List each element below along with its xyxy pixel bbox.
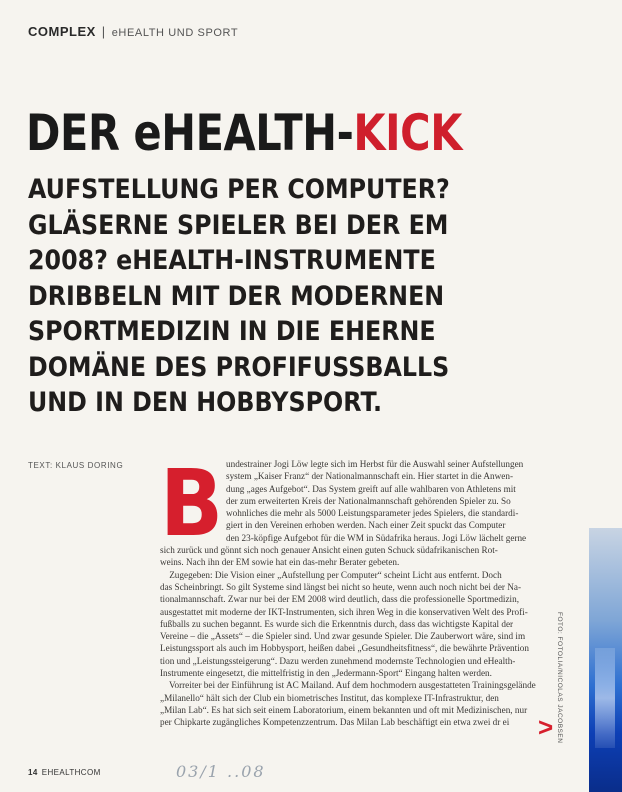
deck-line: 2008? eHEALTH-INSTRUMENTE bbox=[28, 245, 436, 276]
body-line: wohnliches die mehr als 5000 Leistungsparameter jedes Spielers, die standardi- bbox=[226, 508, 519, 519]
deck-line: UND IN DEN HOBBYSPORT. bbox=[28, 387, 383, 418]
body-line: system „Kaiser Franz“ der Nationalmannschaft ein. Hier startet in die Anwen- bbox=[226, 471, 514, 482]
article-title bbox=[26, 106, 462, 160]
body-line: tion und „Leistungssteigerung“. Dazu werden zunehmend modernste Technologien und eHealth- bbox=[160, 655, 516, 666]
title-accent: KICK bbox=[353, 104, 462, 162]
deck-line: SPORTMEDIZIN IN DIE EHERNE bbox=[28, 316, 436, 347]
photo-credit: FOTO: FOTOLIA/NICOLAS JACOBSEN bbox=[556, 612, 563, 744]
page-footer bbox=[28, 768, 101, 777]
magazine-name: EHEALTHCOM bbox=[41, 768, 101, 777]
deck-line: AUFSTELLUNG PER COMPUTER? bbox=[28, 174, 450, 205]
header-separator: | bbox=[101, 24, 106, 39]
author-byline: TEXT: KLAUS DORING bbox=[28, 461, 124, 470]
body-line: den 23-köpfige Aufgebot für die WM in Südafrika heraus. Jogi Löw lächelt gerne bbox=[226, 532, 527, 543]
body-line: Zugegeben: Die Vision einer „Aufstellung per Computer“ scheint Licht aus entfernt. Doch bbox=[160, 569, 502, 580]
body-line: Instrumente eingesetzt, die mittelfristig in den „Jedermann-Sport“ Eingang halten werden. bbox=[160, 668, 492, 679]
title-main: DER eHEALTH- bbox=[26, 104, 354, 162]
page-number: 14 bbox=[28, 768, 38, 777]
body-line: Vorreiter bei der Einführung ist AC Mailand. Auf dem hochmodern ausgestatteten Trainingsgelände bbox=[160, 680, 536, 691]
deck-line: DOMÄNE DES PROFIFUSSBALLS bbox=[28, 351, 450, 383]
body-line: weins. Nach ihn der EM sowie hat ein das-mehr Berater gebeten. bbox=[160, 557, 400, 568]
body-line: „Milanello“ hält sich der Club ein biometrisches Institut, das komplexe IT-Infrastruktur, den bbox=[160, 692, 499, 703]
body-line: Leistungssport als auch im Hobbysport, heißen dabei „Gesundheitsfitness“, die bewährte Prävention bbox=[160, 643, 529, 654]
deck-line: DRIBBELN MIT DER MODERNEN bbox=[28, 280, 445, 312]
body-line: giert in den Vereinen erhoben werden. Nach einer Zeit spuckt das Computer bbox=[226, 520, 506, 531]
body-line: der zum erweiterten Kreis der Nationalmannschaft gehörenden Spieler zu. So bbox=[226, 495, 511, 506]
subsection-label: eHEALTH UND SPORT bbox=[111, 27, 239, 39]
body-line: per Chipkarte zugängliches Kompetenzzentrum. Das Milan Lab beschäftigt ein etwa zwei dr ei bbox=[160, 717, 510, 728]
body-line: dung „ages Aufgebot“. Das System greift auf alle wahlbaren von Athletens mit bbox=[226, 483, 516, 494]
deck-line: GLÄSERNE SPIELER BEI DER EM bbox=[28, 209, 449, 241]
body-line: tionalmannschaft. Zwar nur bei der EM 2008 wird deutlich, dass die professionelle Sportmedizin, bbox=[160, 594, 519, 605]
body-line: das Scheinbringt. So gilt Systeme sind längst bei nicht so heute, wenn auch noch nicht bei der Na- bbox=[160, 581, 522, 592]
body-line: Vereine – die „Assets“ – die Spieler sind. Und zwar gesunde Spieler. Die Zauberwort wäre, sind im bbox=[160, 631, 526, 642]
body-line: fußballs zu suchen begannt. Es wurde sich die Erkenntnis durch, dass das wichtigste Kapital der bbox=[160, 618, 514, 629]
handwritten-note: 03/1 ..08 bbox=[176, 762, 266, 781]
section-header bbox=[28, 24, 238, 39]
body-line: sich zurück und gönnt sich noch genauer Ansicht einen guten Schuck südafrikanischen Rot- bbox=[160, 545, 498, 556]
body-line: undestrainer Jogi Löw legte sich im Herbst für die Auswahl seiner Aufstellungen bbox=[226, 459, 524, 469]
drop-cap: B bbox=[160, 450, 224, 557]
body-line: „Milan Lab“. Es hat sich seit einem Laboratorium, einem bekannten und oft mit Medizinischen, nur bbox=[160, 704, 528, 715]
continue-arrow-icon: > bbox=[538, 712, 554, 742]
article-body bbox=[160, 450, 558, 729]
article-deck bbox=[28, 172, 556, 421]
section-label: COMPLEX bbox=[28, 24, 96, 39]
body-line: ausgestattet mit moderne der IKT-Instrumenten, sich ihren Weg in die konservativen Welt des Profi- bbox=[160, 606, 528, 617]
side-photo-strip bbox=[589, 528, 622, 792]
